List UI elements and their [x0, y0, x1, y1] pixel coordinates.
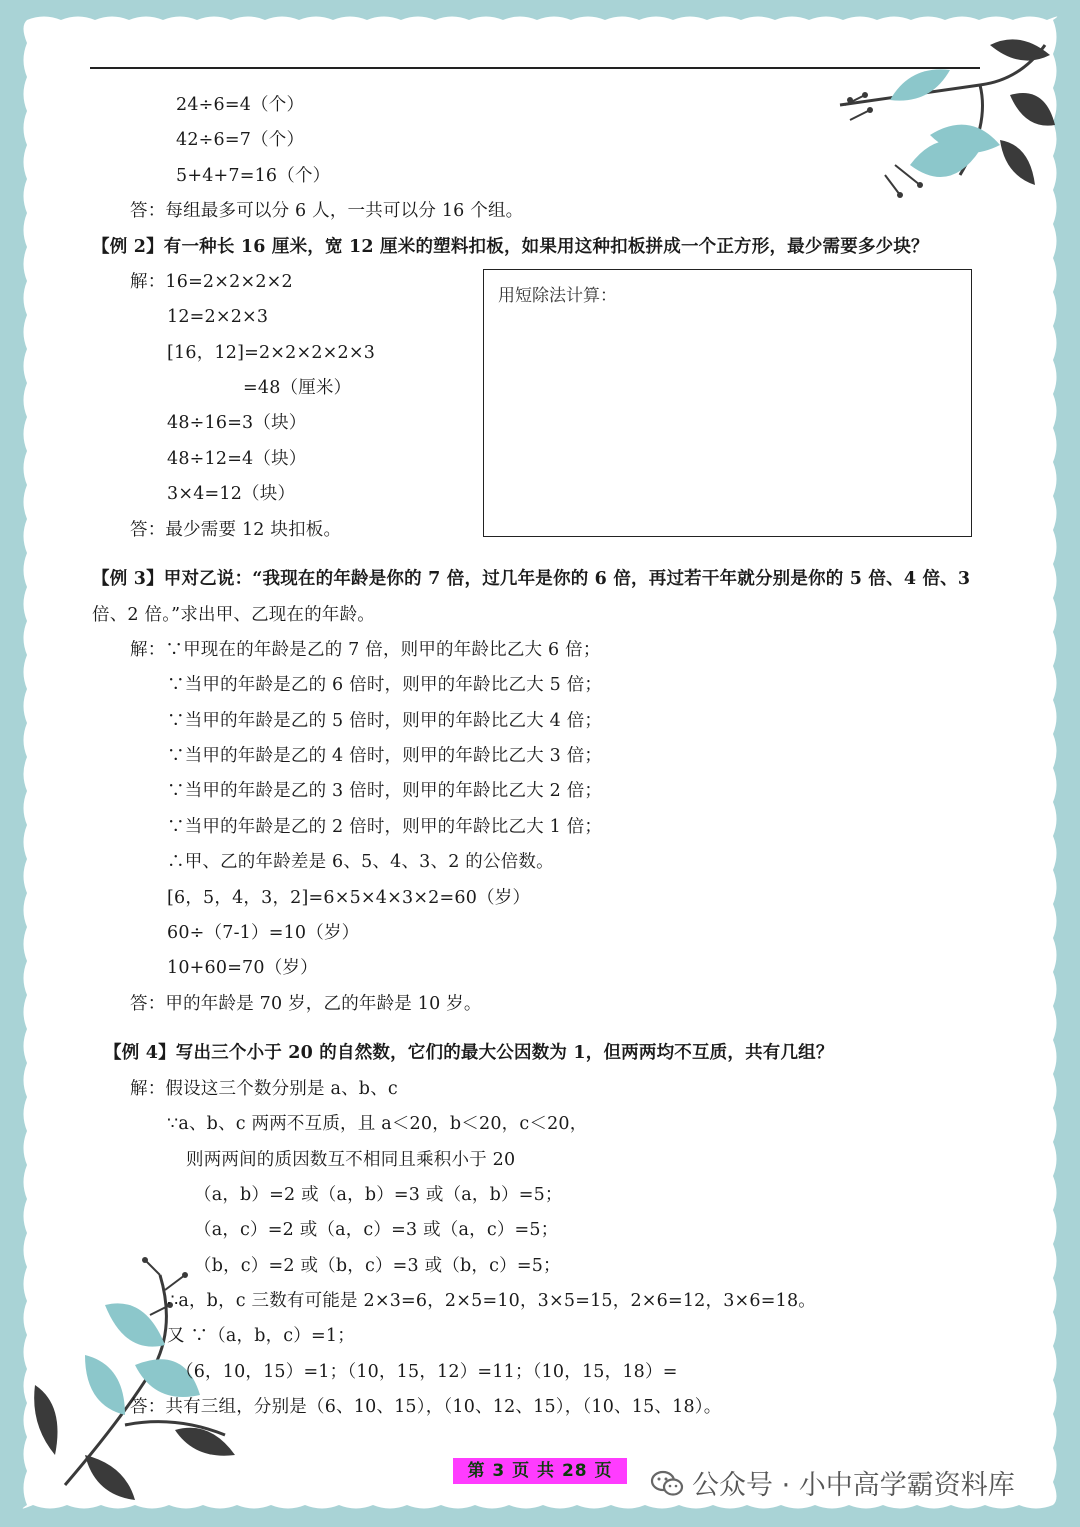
- short-division-box: [483, 269, 972, 537]
- watermark: [650, 1463, 1015, 1502]
- text-line: [16，12]=2×2×2×2×3: [167, 343, 376, 363]
- answer-line: 答：最少需要 12 块扣板。: [130, 520, 342, 540]
- text-line: ∵当甲的年龄是乙的 4 倍时，则甲的年龄比乙大 3 倍；: [167, 746, 603, 766]
- text-line: 48÷12=4（块）: [167, 449, 307, 469]
- text-line: 10+60=70（岁）: [167, 958, 318, 978]
- solution-line: 解：16=2×2×2×2: [130, 272, 293, 292]
- page-number-footer: 第 3 页 共 28 页: [453, 1458, 627, 1484]
- example-heading: 【例 2】有一种长 16 厘米，宽 12 厘米的塑料扣板，如果用这种扣板拼成一个正方形，最少需要多少块？: [92, 237, 929, 257]
- example-heading: 【例 4】写出三个小于 20 的自然数，它们的最大公因数为 1，但两两均不互质，共有几组？: [104, 1043, 834, 1063]
- header-rule: [90, 67, 980, 69]
- text-line: 3×4=12（块）: [167, 484, 296, 504]
- text-line: 5+4+7=16（个）: [176, 166, 331, 186]
- text-line: ∵当甲的年龄是乙的 2 倍时，则甲的年龄比乙大 1 倍；: [167, 817, 603, 837]
- answer-line: 答：每组最多可以分 6 人，一共可以分 16 个组。: [130, 201, 524, 221]
- text-line: 48÷16=3（块）: [167, 413, 307, 433]
- box-label: 用短除法计算：: [498, 286, 617, 306]
- solution-line: 解：∵甲现在的年龄是乙的 7 倍，则甲的年龄比乙大 6 倍；: [130, 640, 601, 660]
- text-line: [6，5，4，3，2]=6×5×4×3×2=60（岁）: [167, 888, 531, 908]
- text-line: 12=2×2×3: [167, 307, 269, 327]
- answer-line: 答：甲的年龄是 70 岁，乙的年龄是 10 岁。: [130, 994, 482, 1014]
- text-line: ∴甲、乙的年龄差是 6、5、4、3、2 的公倍数。: [167, 852, 554, 872]
- text-line: 倍、2 倍。”求出甲、乙现在的年龄。: [92, 605, 375, 625]
- text-line: 24÷6=4（个）: [176, 95, 305, 115]
- floral-decoration-top-right: [830, 25, 1060, 210]
- text-line: =48（厘米）: [243, 378, 352, 398]
- text-line: ∵当甲的年龄是乙的 5 倍时，则甲的年龄比乙大 4 倍；: [167, 711, 603, 731]
- text-line: 60÷（7-1）=10（岁）: [167, 923, 360, 943]
- text-line: ∴a，b，c 三数有可能是 2×3=6，2×5=10，3×5=15，2×6=12，3×6=18。: [167, 1291, 816, 1311]
- text-line: （6，10，15）=1；（10，15，12）=11；（10，15，18）=: [176, 1362, 678, 1382]
- text-line: （a，b）=2 或（a，b）=3 或（a，b）=5；: [194, 1185, 563, 1205]
- answer-line: 答：共有三组，分别是（6、10、15），（10、12、15），（10、15、18）。: [130, 1397, 722, 1417]
- wechat-icon: [650, 1469, 684, 1497]
- watermark-text: 公众号 · 小中高学霸资料库: [692, 1470, 1015, 1501]
- text-line: ∵当甲的年龄是乙的 6 倍时，则甲的年龄比乙大 5 倍；: [167, 675, 603, 695]
- text-line: （b，c）=2 或（b，c）=3 或（b，c）=5；: [194, 1256, 561, 1276]
- text-line: 则两两间的质因数互不相同且乘积小于 20: [186, 1150, 516, 1170]
- text-line: 42÷6=7（个）: [176, 130, 305, 150]
- example-heading: 【例 3】甲对乙说：“我现在的年龄是你的 7 倍，过几年是你的 6 倍，再过若干年就分别是你的 5 倍、4 倍、3: [92, 569, 971, 589]
- text-line: ∵当甲的年龄是乙的 3 倍时，则甲的年龄比乙大 2 倍；: [167, 781, 603, 801]
- solution-line: 解：假设这三个数分别是 a、b、c: [130, 1079, 398, 1099]
- text-line: ∵a、b、c 两两不互质，且 a＜20，b＜20，c＜20，: [167, 1114, 588, 1134]
- text-line: （a，c）=2 或（a，c）=3 或（a，c）=5；: [194, 1220, 559, 1240]
- text-line: 又 ∵（a，b，c）=1；: [167, 1326, 355, 1346]
